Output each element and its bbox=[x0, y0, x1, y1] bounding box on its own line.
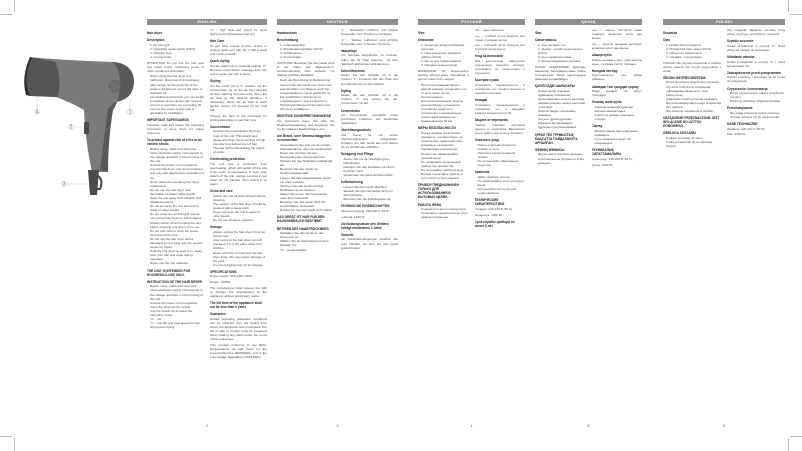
paragraph: ВНИМАНИЕ! Не используйте прибор вблизи ванн, бассейнов и других емкостей с водой. bbox=[418, 68, 469, 81]
list-item: • Podłącz suszarkę do sieci. bbox=[666, 136, 721, 140]
list-item: • Benutzen Sie das Gerät nicht mit beschädigtem Netzkabel. bbox=[280, 200, 335, 208]
section-heading: Aufbewahrung bbox=[340, 180, 363, 185]
paragraph: Choose the best of the necessary for styling according to your hair type. bbox=[210, 113, 267, 122]
paragraph: Power supply: 220-240V, 50Hz bbox=[210, 274, 253, 279]
section-heading: Die Nutzungsdauer des Gerätes beträgt mindestens 3 Jahre bbox=[340, 221, 389, 230]
text-column bbox=[727, 28, 785, 413]
section-heading: Haartrockner bbox=[277, 31, 297, 35]
paragraph: Ustaw przełącznik w pozycji "2". Susz włosy od nasady do końcówek. bbox=[727, 43, 785, 52]
list-item: • 1. Защитная воздухозаборная решетка bbox=[421, 43, 469, 51]
paragraph: To get best results (before drying or styling) wash your hair, dry it with a towel and comb yourself. bbox=[210, 43, 267, 56]
list-item: • Używaj uchwytu (3) do zawieszenia. bbox=[730, 115, 785, 119]
list-item: • Корпусты дымқыл матамен сүртіңіз. bbox=[595, 113, 643, 121]
bullet-list bbox=[535, 152, 586, 164]
label-1: 1 bbox=[128, 109, 132, 116]
list-item: • Connect the concentrator (4) to the body of the unit. This attachment allows directing narrow air flow of high intensity to a defined part of hair. bbox=[213, 129, 267, 145]
list-item: • Never leave the operating hair dryer unattended. bbox=[150, 180, 204, 188]
paragraph: Vor Gebrauch lesen Sie bitte die Bedienungsanleitung und bewahren Sie sie für späteres Nachschlagen auf. bbox=[277, 118, 335, 131]
paragraph: Фенді сөндіріп, 10 минут суытыңыз. bbox=[591, 89, 642, 98]
list-item: • Całkowicie rozwiń przewód zasilający. bbox=[666, 97, 721, 101]
section-heading: Überhitzungsschutz bbox=[340, 128, 371, 133]
list-item: • 2. Жұмыс тәртібін ауыстырғыш (0/1/2) bbox=[538, 47, 586, 55]
section-heading: Сақтау bbox=[591, 124, 603, 129]
paragraph: "1" – Schwacher Luftstrom und mittlere Temperatur zum Trocknen und Stylen. bbox=[340, 28, 398, 37]
list-item: • 3. Ілуге арналған ілмек bbox=[538, 55, 586, 59]
paragraph: Um optimale Ergebnisse zu erzielen, sollen Sie Ihr Haar waschen, mit dem Handtuch abtrocknen und kämmen. bbox=[340, 53, 398, 66]
list-item: • Nie owijaj przewodu wokół obudowy. bbox=[730, 111, 785, 115]
bullet-list bbox=[418, 83, 469, 124]
paragraph: Stromversorgung: 220-240 V, 50 Hz bbox=[340, 208, 390, 213]
list-item: • Przed pierwszym włączeniem sprawdź, czy dane techniczne urządzenia odpowiadają parametrom sieci elektrycznej. bbox=[666, 80, 721, 96]
paragraph: ATTENTION! Do not use the unit near any water baths, swimming pools or other containers with water. bbox=[147, 60, 204, 73]
list-item: • При использовании фена в ванной комнате отключайте его от сети сразу после использования. bbox=[421, 83, 469, 99]
bullet-list bbox=[341, 157, 399, 177]
section-heading: ТЕХНИКАЛЫҚ СИПАТТАМАЛАРЫ bbox=[591, 148, 622, 157]
list-item: • Қосулы тұрған құралды қараусыз қалдырмаңыз. bbox=[538, 117, 586, 125]
list-item: • Wählen Sie die Betriebsart mit dem Schalter (2): bbox=[280, 239, 335, 247]
paragraph: Установите переключатель в положение «2». Сушите волосы от корней к кончикам. bbox=[474, 83, 525, 96]
bullet-list bbox=[277, 231, 335, 251]
list-item: • The hair will be dried along the rollers of curler. bbox=[213, 146, 267, 154]
bullet-list bbox=[277, 43, 335, 59]
list-item: • Benutzen Sie das Gerät nur bestimmungsgemäß. bbox=[280, 167, 335, 175]
list-item: • Желілік бауды толығымен жазыңыз. bbox=[538, 109, 586, 117]
section-heading: Описание bbox=[418, 38, 434, 43]
bullet-list bbox=[210, 230, 267, 267]
paragraph: Ауыстырғышты «2» күйіне қойыңыз. bbox=[591, 73, 642, 82]
crop-mark bbox=[14, 438, 15, 451]
list-item: • 3. Hanging loop bbox=[150, 51, 204, 55]
list-item: • Подключите фен к электросети. bbox=[421, 207, 469, 211]
section-heading: Guarantee bbox=[210, 312, 226, 317]
section-heading: The life time of the appliance shall not be less than 3 years bbox=[210, 300, 262, 310]
paragraph: Die Garantiebedingungen erfahren Sie beim Händler, bei dem Sie das Gerät gekauft haben. bbox=[340, 237, 398, 250]
list-item: • "0" – Ausgeschaltet bbox=[280, 248, 335, 252]
section-heading: Очистка и уход bbox=[474, 138, 499, 143]
list-item: • Use the hanging loop (3) for storage. bbox=[213, 263, 267, 267]
list-item: • When using the hair dryer in a bathroom, disconnect it immediately after usage, as the proximity of the water is dangerous even if the dryer is switched off. bbox=[150, 74, 204, 94]
list-item: • Never immerse the unit in water or other liquids. bbox=[213, 210, 267, 218]
section-heading: SPECIFICATIONS bbox=[210, 269, 237, 274]
list-item: • 2. Betriebsartenschalter (0/1/2) bbox=[280, 47, 335, 51]
list-item: • Для дополнительной защиты целесообразно установить устройство защитного отключения с номинальным током срабатывания, не превышающим 30 мА. bbox=[421, 99, 469, 124]
page-english bbox=[147, 19, 267, 428]
language-header: ҚАЗАҚ bbox=[535, 19, 642, 25]
list-item: • Nie zanurzaj urządzenia w wodzie. bbox=[666, 109, 721, 113]
text-column bbox=[210, 28, 267, 413]
list-item: • 2. Przełącznik trybu pracy (0/1/2) bbox=[666, 47, 721, 51]
list-item: • 4. Nasadka - koncentrator bbox=[666, 55, 721, 59]
paragraph: UWAGA! Nie używaj urządzenia w pobliżu wanny, basenu lub innych pojemników z wodą. bbox=[663, 60, 721, 73]
section-heading: Storage bbox=[210, 225, 222, 230]
crop-mark bbox=[14, 0, 15, 12]
paragraph: The unit has a protection from overheating, which will switch off the unit if the motor is overloaded. In such case switch off the unit, unplug it and let it cool down for 10 minutes, then switch it on again. bbox=[210, 161, 267, 187]
section-heading: Description bbox=[147, 38, 165, 43]
section-heading: ТЕХНИЧЕСКИЕ ХАРАКТЕРИСТИКИ bbox=[474, 198, 505, 207]
list-item: • Алғаш қосар алдында бұйымның техникалық сипаттамалары электр желісінің параметрлеріне сәйкес келетінін тексеріңіз. bbox=[538, 89, 586, 109]
section-heading: Хранение bbox=[474, 170, 490, 175]
section-heading: WICHTIGE SICHERHEITSHINWEISE bbox=[277, 114, 332, 119]
paragraph: Stellen Sie den Schalter (2) in die Position "2". Trocknen Sie das Haar von den Wurzeln bis zu den Spitzen. bbox=[340, 73, 398, 86]
list-item: • 1. Ауа тартқыш тор bbox=[538, 43, 586, 47]
list-item: • 2. Operating mode switch (0/1/2) bbox=[150, 47, 204, 51]
section-heading: Um Brand- oder Stromschlaggefahr zu vermeiden: bbox=[277, 134, 332, 143]
bullet-list bbox=[418, 207, 469, 219]
paragraph: Power: 1200W bbox=[210, 280, 231, 285]
list-item: • Do not use the hair dryer with a damaged cord or plug. Ask the service center for repair. bbox=[150, 237, 204, 249]
paragraph: The manufacturer shall reserve the right to change the specification of the appliance without preliminary notice. bbox=[210, 285, 267, 298]
page-number: 6 bbox=[723, 424, 725, 428]
list-item: • Дайте прибору остыть. bbox=[478, 175, 526, 179]
paragraph: Das Gerät ist mit einem Überhitzungsschutz ausgestattet. Schalten Sie das Gerät aus und lassen Sie es 10 Minuten abkühlen. bbox=[340, 132, 398, 150]
list-item: • 1. Lufteinlassgitter bbox=[280, 43, 335, 47]
text-column bbox=[535, 28, 586, 413]
bullet-list bbox=[475, 175, 526, 195]
paragraph: Moc: 1200 W bbox=[727, 132, 746, 137]
paragraph: "2" – Starker Luftstrom und erhöhte Temperatur zum schnellen Trocknen. bbox=[340, 37, 398, 46]
list-item: • Never wind the cord around the hair dryer body, this may cause damage of the cord. bbox=[213, 251, 267, 263]
list-item: • Всегда отключайте прибор от сети после использования. bbox=[421, 172, 469, 180]
text-column bbox=[418, 28, 469, 413]
list-item: • After using let the hair dryer cool off and keep it in a dry place away from children. bbox=[213, 238, 267, 250]
paragraph: This product conforms to the EMC-Requirements as laid down by the Council Directive 89/336/EEC and to the Low Voltage Regulation (73/23 EEC). bbox=[210, 342, 267, 360]
list-item: • Unwind the power cord completely. bbox=[150, 163, 204, 167]
list-item: • 1. Kratka wlotu powietrza bbox=[666, 43, 721, 47]
paragraph: «2» – шашты жылдам кептіруге арналған күшті ауа ағыны bbox=[591, 41, 642, 50]
section-heading: Шамадан тыс қызудан қорғау bbox=[591, 84, 639, 89]
section-heading: THE UNIT IS INTENDED FOR HOUSEHOLD USE ONLY. bbox=[147, 268, 191, 277]
list-item: • Фенді электр желісіне қосыңыз. bbox=[538, 152, 586, 156]
list-item: • Do not use abrasive cleaners. bbox=[213, 218, 267, 222]
section-heading: Сипаттамасы bbox=[535, 38, 557, 43]
list-item: • Tauchen Sie das Gerät und das Netzkabel nie ins Wasser. bbox=[280, 184, 335, 192]
section-heading: Konzentrator bbox=[340, 108, 361, 113]
list-item: • 3. Aufhängeöse bbox=[280, 51, 335, 55]
section-heading: Hair dryer bbox=[147, 31, 163, 35]
list-item: • Use the hair dryer only for its functions and only with attachments included in a set. bbox=[150, 167, 204, 179]
list-item: • Ауыстырғышты (2) қажетті күйге қойыңыз: bbox=[538, 157, 586, 165]
paragraph: Details regarding guarantee conditions can be obtained from the dealer from whom the appliance was purchased. The bill of sale or receipt must be produced when making any claim under the terms of this guarantee. bbox=[210, 316, 267, 342]
list-item: • Используйте петлю (3) для подвешивания. bbox=[478, 187, 526, 195]
list-item: • Не погружайте прибор в воду. bbox=[421, 168, 469, 172]
list-item: • Lassen Sie das eingeschaltete Gerät nie ohne Aufsicht. bbox=[280, 176, 335, 184]
list-item: • Do not immerse the unit and cord in water or other liquids. bbox=[150, 204, 204, 212]
bullet-list bbox=[210, 129, 267, 154]
list-item: • 4. Насадка-концентратор bbox=[421, 63, 469, 67]
paragraph: Қоректенуі: 220-240 В, 50 Гц bbox=[591, 156, 633, 161]
paragraph: «2» – сильный поток воздуха для быстрой сушки волос bbox=[474, 43, 525, 52]
language-header: РУССКИЙ bbox=[418, 19, 525, 25]
list-item: • Құралды суға батырмаңыз. bbox=[538, 125, 586, 129]
list-item: • For additional protection you can install a residual current device with nominal current of operation not exceeding 30 mA into the power supply. Ask a specialist for installation. bbox=[150, 95, 204, 115]
section-heading: IMPORTANT SAFEGUARDS bbox=[147, 118, 189, 123]
crop-mark bbox=[790, 14, 802, 15]
list-item: • "1" – low fan and heat speed for hair drying and styling bbox=[150, 321, 204, 329]
paragraph: Питание: 220-240 В, 50 Гц bbox=[474, 206, 513, 211]
list-item: • Ілуге арналған ілмекті (3) қолданыңыз. bbox=[595, 137, 643, 145]
crop-mark bbox=[788, 438, 789, 451]
bullet-list bbox=[727, 111, 785, 119]
list-item: • Switch the unit off and unplug it before cleaning. bbox=[213, 194, 267, 202]
list-item: • The surface of the hair dryer should be cleaned with a damp cloth. bbox=[213, 202, 267, 210]
page-number: 4 bbox=[470, 424, 473, 428]
list-item: • 4. Konzentrator bbox=[280, 55, 335, 59]
page-kazakh bbox=[535, 19, 642, 428]
crop-mark bbox=[790, 436, 802, 437]
section-heading: Czyszczenie i konserwacja bbox=[727, 86, 768, 91]
list-item: • "0" – off bbox=[150, 317, 204, 321]
hair-dryer-illustration bbox=[0, 30, 145, 205]
list-item: • Do not pull, twist or wrap the power cord around the unit. bbox=[150, 229, 204, 237]
list-item: • Insert the plug into the socket. bbox=[150, 305, 204, 309]
bullet-list bbox=[663, 136, 721, 148]
section-heading: РАБОТА ФЕНА bbox=[418, 202, 442, 207]
list-item: • Перед очисткой отключите прибор от сети. bbox=[478, 143, 526, 151]
crop-mark bbox=[788, 0, 789, 12]
bullet-list bbox=[147, 284, 204, 329]
section-heading: Styling bbox=[340, 88, 352, 93]
paragraph: "2" – high heat and speed for quick drying and sophisticated hair-dry. bbox=[210, 28, 267, 37]
list-item: • Желілік бауды фен корпусына орамаңыз. bbox=[595, 129, 643, 137]
section-heading: Quick drying bbox=[210, 59, 230, 64]
list-item: • 2. Переключатель режимов работы (0/1/2) bbox=[421, 51, 469, 59]
list-item: • Schließen Sie das Gerät an das Stromnetz an. bbox=[280, 231, 335, 239]
section-heading: Уход за волосами bbox=[474, 54, 503, 59]
bullet-list bbox=[535, 43, 586, 63]
page-number: 3 bbox=[336, 424, 339, 428]
bullet-list bbox=[147, 74, 204, 115]
text-column bbox=[341, 28, 399, 413]
section-heading: Garantie bbox=[340, 232, 354, 237]
bullet-list bbox=[592, 105, 643, 121]
list-item: • 3. Uchwyt do zawieszenia bbox=[666, 51, 721, 55]
bullet-list bbox=[210, 194, 267, 223]
section-heading: Hair Care bbox=[210, 39, 225, 44]
list-item: • Always switch off and unplug the unit before cleaning and when not in use. bbox=[150, 221, 204, 229]
paragraph: Прибор оснащен системой защиты от перегрева. Выключите фен и дайте ему остыть 10 минут. bbox=[474, 122, 525, 135]
bullet-list bbox=[277, 78, 335, 111]
list-item: • Przed czyszczeniem odłącz urządzenie od sieci. bbox=[730, 91, 785, 99]
paragraph: Қуаты: 1200 Вт bbox=[591, 162, 613, 167]
list-item: • Przetrzyj obudowę wilgotną szmatką. bbox=[730, 99, 785, 103]
list-item: • Do not cover the air inlet grill and do not put the hair dryer on soft surfaces. bbox=[150, 212, 204, 220]
section-heading: URZĄDZENIE PRZEZNACZONE JEST WYŁĄCZNIE DO UŻYTKU DOMOWEGO. bbox=[663, 116, 720, 129]
paragraph: Aby osiągnąć najlepsze rezultaty, umyj włosy, wytrzyj je ręcznikiem i rozczesz. bbox=[727, 28, 785, 37]
paragraph: Der Konzentrator ermöglicht einen gerichteten Luftstrom auf bestimmte Haarpartien. bbox=[340, 113, 398, 126]
list-item: • Hold the hair dryer at least 3 cm away from your hair and scalp during operation. bbox=[150, 249, 204, 261]
section-heading: Фен bbox=[418, 31, 425, 35]
section-heading: ҚАУІПСІЗДІК ШАРАЛАРЫ bbox=[535, 84, 575, 89]
bullet-list bbox=[663, 43, 721, 59]
list-item: • Не наматывайте шнур на корпус фена. bbox=[478, 179, 526, 187]
list-item: • Do not use the hair dryer near flammable or inflammable liquids. bbox=[150, 188, 204, 196]
paragraph: «0» – фен отключен bbox=[474, 28, 504, 32]
list-item: • 4. Шоғырландырғыш саптама bbox=[538, 59, 586, 63]
language-header: POLSKI bbox=[663, 19, 785, 25]
list-item: • Keep the unit away from children and disabled persons. bbox=[150, 196, 204, 204]
section-heading: ПРИБОР ПРЕДНАЗНАЧЕН ТОЛЬКО ДЛЯ ИСПОЛЬЗОВАНИЯ В БЫТОВЫХ ЦЕЛЯХ. bbox=[418, 183, 459, 200]
section-heading: Быстрая сушка bbox=[474, 78, 499, 83]
paragraph: «1» – шашты кептіруге және сәндеуге арналған әлсіз ауа ағыны bbox=[591, 28, 642, 41]
bullet-list bbox=[418, 43, 469, 68]
section-heading: Beschreibung bbox=[277, 38, 299, 43]
bullet-list bbox=[535, 89, 586, 130]
section-heading: ФЕННІҢ ЖҰМЫСЫ bbox=[535, 147, 565, 152]
section-heading: Тазалау және күтім bbox=[591, 100, 622, 105]
list-item: • Never use the unit outdoors. bbox=[150, 261, 204, 265]
list-item: • 1. Air inlet grill bbox=[150, 43, 204, 47]
crop-mark bbox=[0, 14, 12, 15]
bullet-list bbox=[147, 43, 204, 59]
list-item: • Reinigen Sie das Gehäuse mit einem feuchten Tuch. bbox=[344, 165, 399, 173]
label-3: 3 bbox=[62, 181, 66, 188]
section-heading: TECHNISCHE EIGENSCHAFTEN bbox=[340, 204, 390, 209]
paragraph: Установите переключатель в положение «1» и наденьте насадку-концентратор (4). bbox=[474, 102, 525, 116]
label-4: 4 bbox=[35, 109, 39, 116]
list-item: • Не оставляйте включенный прибор без присмотра. bbox=[421, 160, 469, 168]
section-heading: Przechowywanie bbox=[727, 106, 753, 111]
paragraph: «1» – слабый поток воздуха для сушки и укладки волос bbox=[474, 33, 525, 42]
paragraph: ACHTUNG! Benutzen Sie das Gerät nicht in der Nähe von Badewannen, Schwimmbecken oder anderen mit Wasser gefüllten Behältern. bbox=[277, 60, 335, 77]
list-item: • Wickeln Sie das Netzkabel vollständig ab. bbox=[280, 159, 335, 167]
section-heading: ҚҰРАЛ ТЕК ТҰРМЫСТЫҚ МАҚСАТТА ПАЙДАЛАНУҒА АРНАЛҒАН. bbox=[535, 132, 578, 145]
paragraph: Мощность: 1200 Вт bbox=[474, 212, 503, 217]
list-item: • Vergewissern Sie sich vor der ersten Inbetriebnahme, dass die technischen Daten des Gerätes mit den Netzparametern übereinstimmen. bbox=[280, 143, 335, 159]
section-heading: Concentrator bbox=[210, 124, 231, 129]
language-header: ENGLISH bbox=[147, 19, 267, 25]
bullet-list bbox=[727, 91, 785, 103]
list-item: • Ustaw przełącznik (2) w wybranej pozycji: bbox=[666, 140, 721, 148]
bullet-list bbox=[592, 129, 643, 145]
list-item: • Полностью разматывайте сетевой шнур. bbox=[421, 152, 469, 160]
paragraph: Ustaw przełącznik w pozycji "1" i załóż koncentrator (4). bbox=[727, 59, 785, 68]
list-item: • Reparieren Sie das Gerät nicht selbst. bbox=[280, 208, 335, 212]
list-item: • Ziehen Sie immer den Netzstecker nach dem Gebrauch. bbox=[280, 192, 335, 200]
list-item: • Nach der Benutzung im Badezimmer trennen Sie das Gerät vom Stromnetz, weil die Nähe vom Wasser auch bei ausgeschaltetem Gerät gefährlich ist. bbox=[280, 78, 335, 94]
text-column bbox=[475, 28, 526, 413]
section-heading: Układanie włosów bbox=[727, 54, 755, 59]
bullet-list bbox=[418, 131, 469, 180]
paragraph: Жақсы нәтижеге жету үшін шашты жуып, сүлгімен сүртіп, тараңыз. bbox=[591, 57, 642, 66]
section-heading: Szybkie suszenie bbox=[727, 39, 754, 44]
paragraph: Stellen Sie den Schalter (2) in die Position "1" und setzen Sie den Konzentrator (4) auf. bbox=[340, 93, 398, 106]
list-item: • Ziehen Sie vor der Reinigung den Netzstecker. bbox=[344, 157, 399, 165]
section-heading: DAS GERÄT IST NUR FÜR DEN HAUSGEBRAUCH BESTIMMT. bbox=[277, 215, 325, 224]
bullet-list bbox=[277, 143, 335, 213]
page-deutsch bbox=[277, 19, 398, 428]
label-2: 2 bbox=[69, 124, 73, 131]
section-heading: To protect against risk of a fire or an electric shock: bbox=[147, 138, 203, 147]
list-item: • Verwenden Sie keine Scheuermittel. bbox=[344, 173, 399, 177]
list-item: • Always unplug the hair dryer if it is not being used. bbox=[213, 230, 267, 238]
list-item: • Lassen Sie das Gerät abkühlen. bbox=[344, 185, 399, 189]
list-item: • Unwind the power cord completely. bbox=[150, 301, 204, 305]
section-heading: INSTRUCTION OF THE HAIR DRYER bbox=[147, 279, 202, 284]
paragraph: Для достижения наилучших результатов вымойте волосы, промокните их полотенцем и расчешите. bbox=[474, 59, 525, 76]
section-heading: BETRIEB DES HAARTROCKNERS bbox=[277, 226, 329, 231]
section-heading: Opis bbox=[663, 38, 671, 43]
section-heading: МЕРЫ БЕЗОПАСНОСТИ bbox=[418, 126, 456, 131]
crop-mark bbox=[0, 436, 12, 437]
section-heading: Шашқа күтім bbox=[591, 52, 612, 57]
paragraph: Leistung: 1200 W bbox=[340, 214, 365, 219]
section-heading: ŚRODKI BEZPIECZEŃSTWA bbox=[663, 75, 706, 80]
section-heading: Срок службы прибора не менее 3 лет bbox=[474, 219, 515, 228]
language-header: DEUTSCH bbox=[277, 19, 398, 25]
list-item: • Протрите корпус влажной тканью. bbox=[478, 151, 526, 159]
page-number: 2 bbox=[206, 424, 208, 428]
list-item: • Für zusätzlichen Schutz ist es empfehlenswert, eine Fehlerstrom-Schutzeinrichtung mit Nennstrom bis 30 mA zu installieren. bbox=[280, 95, 335, 111]
paragraph: Wyłącz suszarkę i pozostaw na 10 minut do ostygnięcia. bbox=[727, 75, 785, 84]
bullet-list bbox=[341, 185, 399, 201]
section-heading: Reinigung und Pflege bbox=[340, 152, 374, 157]
text-column bbox=[277, 28, 335, 413]
list-item: • Установите переключатель (2) в нужное положение: bbox=[421, 211, 469, 219]
list-item: • Wickeln Sie das Netzkabel nicht um das Gehäuse. bbox=[344, 189, 399, 197]
paragraph: Zasilanie: 220-240 V, 50 Hz bbox=[727, 126, 765, 131]
section-heading: Suszarka bbox=[663, 31, 677, 35]
section-heading: Жылдам кептіру bbox=[591, 68, 618, 73]
paragraph: Set the switch (2) to maximal heating "2". Remove concentrator, massage from hair root to ends until hair is dried. bbox=[210, 63, 267, 76]
section-heading: OBSŁUGA SUSZARKI bbox=[663, 131, 696, 136]
bullet-list bbox=[475, 143, 526, 168]
list-item: • Benutzen Sie die Aufhängeöse (3). bbox=[344, 197, 399, 201]
page-russian bbox=[418, 19, 525, 428]
list-item: • 4. Concentrator bbox=[150, 55, 204, 59]
text-column bbox=[663, 28, 721, 413]
section-heading: Schnelltrocknen bbox=[340, 68, 366, 73]
paragraph: Set the switch (2) to "1" position, set the concentrator (4) on the air inlet directed air flow. Starting from the roots, direct the air flow to the desired direction. If necessary, direct the air flow at each section during 2-5 seconds for the final hair. bbox=[210, 83, 267, 113]
bullet-list bbox=[663, 80, 721, 113]
bullet-list bbox=[147, 147, 204, 266]
text-column bbox=[147, 28, 204, 413]
paragraph: Carefully read and follow the operating instruction to keep them for future reference. bbox=[147, 122, 204, 136]
list-item: • Тазалар алдында құралды желіден ажыратыңыз. bbox=[595, 105, 643, 113]
list-item: • Before using, make sure that your home electricity supply corresponds to the voltage specified on the housing of the unit. bbox=[150, 147, 204, 163]
page-number: 5 bbox=[587, 424, 590, 428]
section-heading: Zabezpieczenie przed przegrzaniem bbox=[727, 70, 782, 75]
page-polski bbox=[663, 19, 785, 428]
list-item: • Use the switch (2) to select the operating mode: bbox=[150, 309, 204, 317]
list-item: • Не используйте абразивные средства. bbox=[478, 159, 526, 167]
list-item: • Перед первым включением проверьте, соответствуют ли технические характеристики, указанные на изделии, параметрам электросети. bbox=[421, 131, 469, 151]
section-heading: Защита от перегрева bbox=[474, 118, 508, 123]
section-heading: Haarpflege bbox=[340, 48, 357, 53]
text-column bbox=[592, 28, 643, 413]
section-heading: Clean and care bbox=[210, 189, 233, 194]
section-heading: Styling bbox=[210, 78, 221, 83]
paragraph: НАЗАР АУДАРЫҢЫЗ! Құралды ванналар, бассейндер және сумен толтырылған басқа ыдыстардың жанында қолданбаңыз. bbox=[535, 64, 586, 81]
list-item: • 3. Петля для подвешивания bbox=[421, 59, 469, 63]
section-heading: DANE TECHNICZNE bbox=[727, 122, 758, 127]
section-heading: Фен bbox=[535, 31, 542, 35]
list-item: • Nie pozostawiaj włączonego urządzenia bez nadzoru. bbox=[666, 101, 721, 109]
list-item: • Before using, make sure that your home electricity supply corresponds to the voltage specified on the housing of the unit. bbox=[150, 284, 204, 300]
section-heading: Overheating protection bbox=[210, 157, 246, 162]
section-heading: Укладка bbox=[474, 98, 488, 103]
